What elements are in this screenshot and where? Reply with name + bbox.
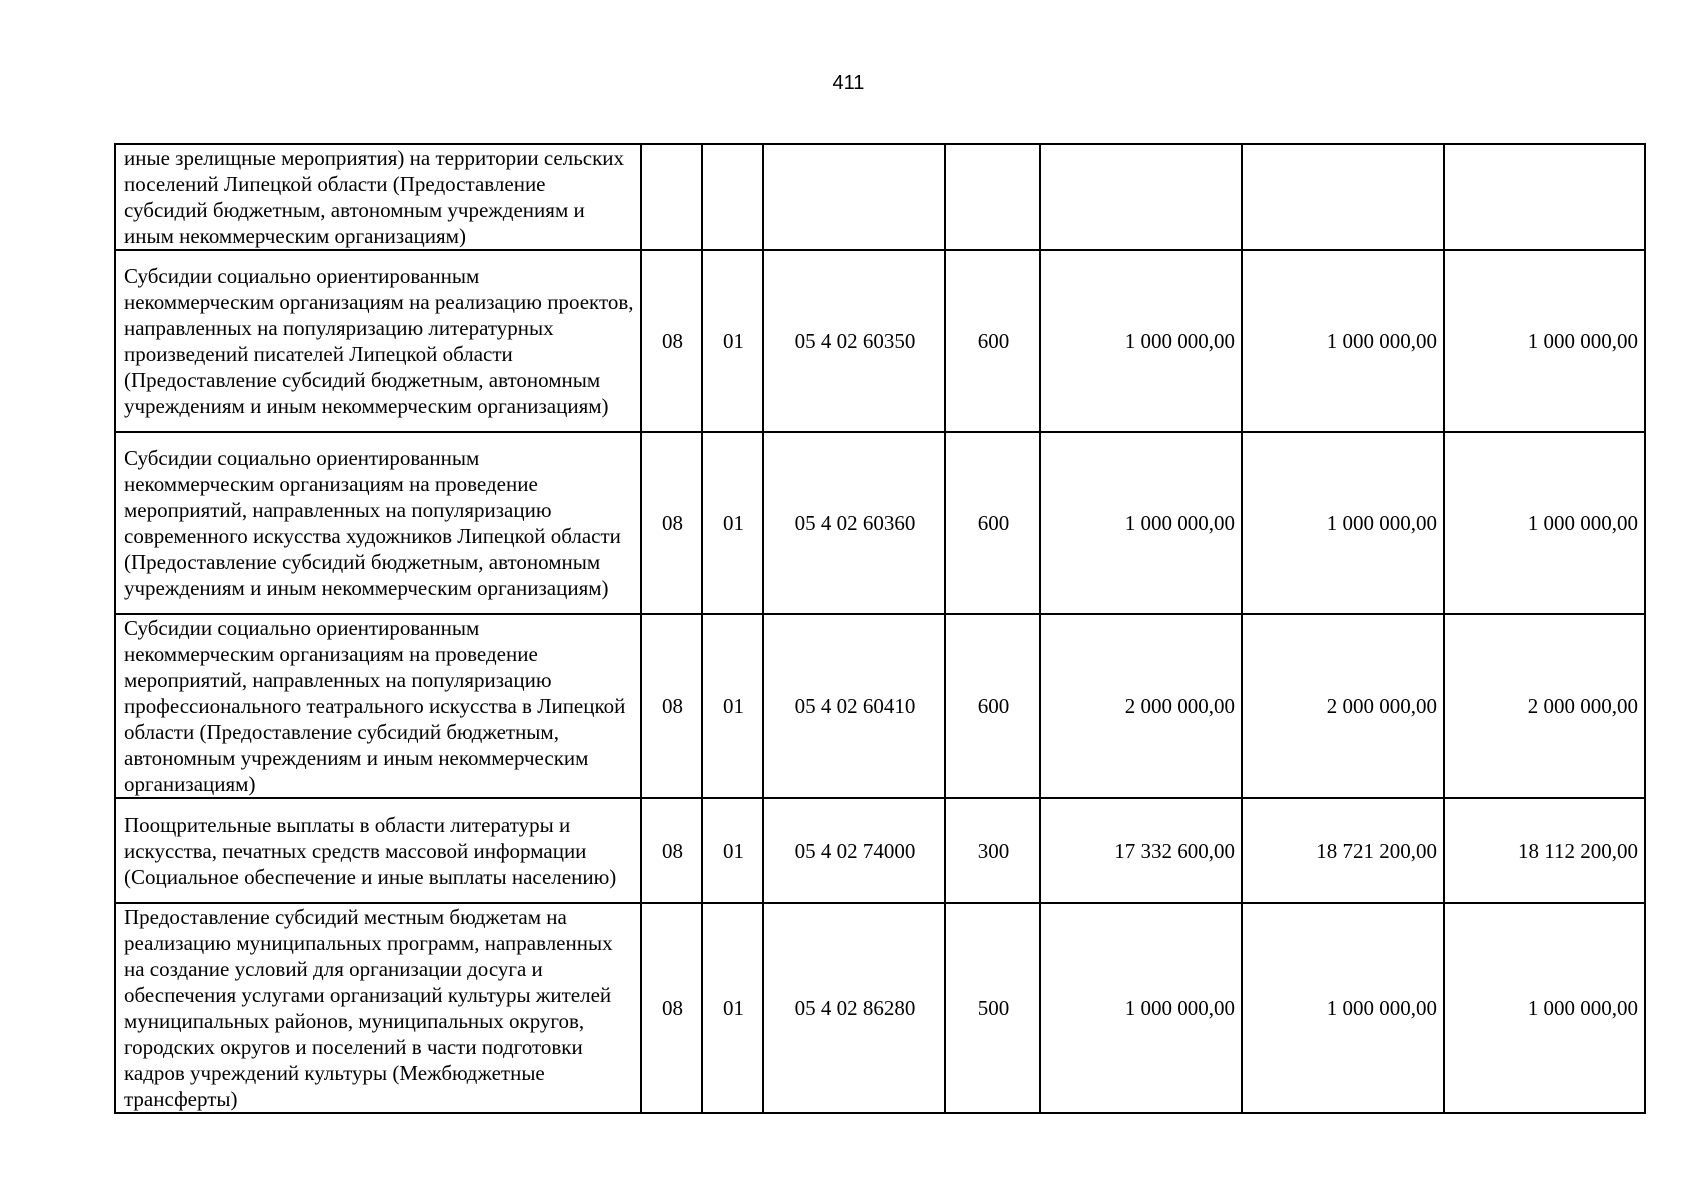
table-row bbox=[115, 614, 1645, 798]
amount-year-3: 1 000 000,00 bbox=[1444, 432, 1645, 614]
amount-year-1: 17 332 600,00 bbox=[1040, 798, 1242, 903]
amount-year-1: 1 000 000,00 bbox=[1040, 903, 1242, 1113]
target-article-code bbox=[763, 144, 945, 250]
amount-year-3: 2 000 000,00 bbox=[1444, 614, 1645, 798]
row-description: Субсидии социально ориентированным некоммерческим организациям на реализацию проектов, направленных на популяризацию литературных произведений писателей Липецкой области (Предоставление субсидий бюджетным, автономным учреждениям и иным некоммерческим организациям) bbox=[115, 250, 641, 432]
row-description: Субсидии социально ориентированным некоммерческим организациям на проведение мероприятий, направленных на популяризацию профессионального театрального искусства в Липецкой области (Предоставление субсидий бюджетным, автономным учреждениям и иным некоммерческим организациям) bbox=[115, 614, 641, 798]
amount-year-1: 2 000 000,00 bbox=[1040, 614, 1242, 798]
expense-type-code: 300 bbox=[945, 798, 1040, 903]
amount-year-3: 18 112 200,00 bbox=[1444, 798, 1645, 903]
amount-year-1: 1 000 000,00 bbox=[1040, 432, 1242, 614]
section-code: 08 bbox=[641, 432, 702, 614]
amount-year-2: 18 721 200,00 bbox=[1242, 798, 1444, 903]
row-description: Субсидии социально ориентированным некоммерческим организациям на проведение мероприятий, направленных на популяризацию современного искусства художников Липецкой области (Предоставление субсидий бюджетным, автономным учреждениям и иным некоммерческим организациям) bbox=[115, 432, 641, 614]
amount-year-2 bbox=[1242, 144, 1444, 250]
table-row bbox=[115, 903, 1645, 1113]
subsection-code: 01 bbox=[702, 250, 763, 432]
row-description: Предоставление субсидий местным бюджетам на реализацию муниципальных программ, направленных на создание условий для организации досуга и обеспечения услугами организаций культуры жителей муниципальных районов, муниципальных округов, городских округов и поселений в части подготовки кадров учреждений культуры (Межбюджетные трансферты) bbox=[115, 903, 641, 1113]
row-description: иные зрелищные мероприятия) на территории сельских поселений Липецкой области (Предоставление субсидий бюджетным, автономным учреждениям и иным некоммерческим организациям) bbox=[115, 144, 641, 250]
table-row bbox=[115, 432, 1645, 614]
row-description: Поощрительные выплаты в области литературы и искусства, печатных средств массовой информации (Социальное обеспечение и иные выплаты населению) bbox=[115, 798, 641, 903]
section-code: 08 bbox=[641, 798, 702, 903]
amount-year-2: 1 000 000,00 bbox=[1242, 250, 1444, 432]
expense-type-code: 600 bbox=[945, 614, 1040, 798]
expense-type-code: 600 bbox=[945, 432, 1040, 614]
subsection-code: 01 bbox=[702, 903, 763, 1113]
subsection-code: 01 bbox=[702, 432, 763, 614]
section-code: 08 bbox=[641, 903, 702, 1113]
target-article-code: 05 4 02 60350 bbox=[763, 250, 945, 432]
target-article-code: 05 4 02 86280 bbox=[763, 903, 945, 1113]
table-row bbox=[115, 144, 1645, 250]
section-code: 08 bbox=[641, 250, 702, 432]
subsection-code bbox=[702, 144, 763, 250]
target-article-code: 05 4 02 60360 bbox=[763, 432, 945, 614]
amount-year-3: 1 000 000,00 bbox=[1444, 250, 1645, 432]
amount-year-2: 1 000 000,00 bbox=[1242, 432, 1444, 614]
expense-type-code: 600 bbox=[945, 250, 1040, 432]
target-article-code: 05 4 02 74000 bbox=[763, 798, 945, 903]
amount-year-1: 1 000 000,00 bbox=[1040, 250, 1242, 432]
table-row bbox=[115, 250, 1645, 432]
amount-year-3 bbox=[1444, 144, 1645, 250]
subsection-code: 01 bbox=[702, 798, 763, 903]
page-number: 411 bbox=[832, 72, 865, 94]
subsection-code: 01 bbox=[702, 614, 763, 798]
amount-year-2: 2 000 000,00 bbox=[1242, 614, 1444, 798]
section-code: 08 bbox=[641, 614, 702, 798]
amount-year-1 bbox=[1040, 144, 1242, 250]
table-row bbox=[115, 798, 1645, 903]
target-article-code: 05 4 02 60410 bbox=[763, 614, 945, 798]
amount-year-3: 1 000 000,00 bbox=[1444, 903, 1645, 1113]
expense-type-code bbox=[945, 144, 1040, 250]
section-code bbox=[641, 144, 702, 250]
amount-year-2: 1 000 000,00 bbox=[1242, 903, 1444, 1113]
budget-table bbox=[114, 143, 1646, 1114]
expense-type-code: 500 bbox=[945, 903, 1040, 1113]
